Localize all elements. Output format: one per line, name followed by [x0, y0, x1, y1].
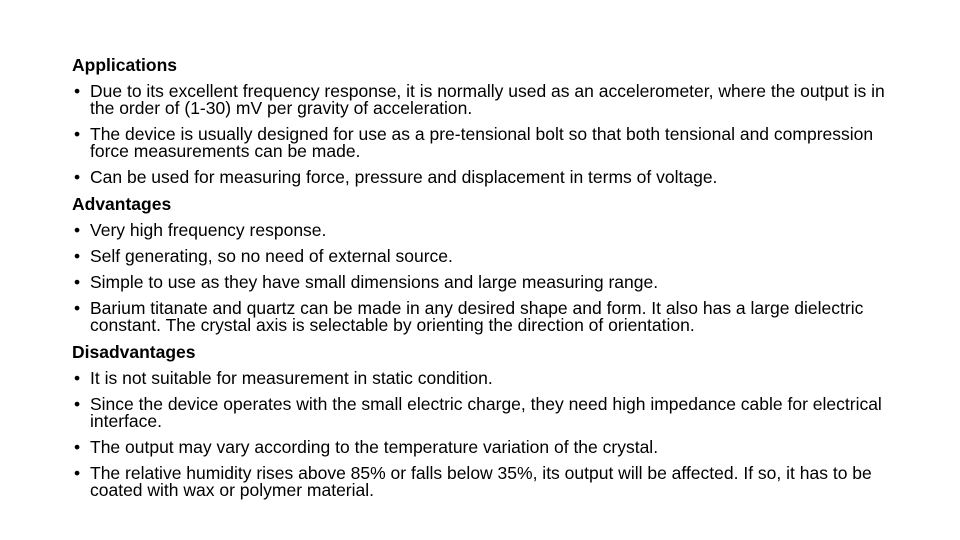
- bullet-icon: •: [74, 81, 81, 101]
- list-item: • Can be used for measuring force, pressure and displacement in terms of voltage.: [74, 167, 718, 187]
- list-item: • The device is usually designed for use as a pre-tensional bolt so that both tensional and compression force measurements can be made.: [74, 124, 874, 161]
- bullet-icon: •: [74, 167, 81, 187]
- slide-content: [72, 56, 902, 499]
- list-item: • Due to its excellent frequency response, it is normally used as an accelerometer, where the output is in the order of (1-30) mV per gravity of acceleration.: [74, 81, 885, 118]
- bullet-icon: •: [74, 298, 81, 318]
- bullet-icon: •: [74, 437, 81, 457]
- section-heading-applications: Applications: [72, 55, 178, 75]
- list-item: • It is not suitable for measurement in static condition.: [74, 368, 493, 388]
- list-item: • Barium titanate and quartz can be made in any desired shape and form. It also has a large dielectric constant. The crystal axis is selectable by orienting the direction of orientation.: [74, 298, 864, 335]
- list-item: • The relative humidity rises above 85% or falls below 35%, its output will be affected. If so, it has to be coated with wax or polymer material.: [74, 463, 872, 500]
- bullet-icon: •: [74, 368, 81, 388]
- list-item: • Very high frequency response.: [74, 220, 327, 240]
- bullet-icon: •: [74, 394, 81, 414]
- list-item: • The output may vary according to the temperature variation of the crystal.: [74, 437, 659, 457]
- bullet-icon: •: [74, 220, 81, 240]
- list-item: • Self generating, so no need of external source.: [74, 246, 453, 266]
- list-item: • Simple to use as they have small dimensions and large measuring range.: [74, 272, 659, 292]
- bullet-icon: •: [74, 272, 81, 292]
- bullet-icon: •: [74, 124, 81, 144]
- bullet-icon: •: [74, 246, 81, 266]
- section-heading-disadvantages: Disadvantages: [72, 342, 196, 362]
- bullet-icon: •: [74, 463, 81, 483]
- list-item: • Since the device operates with the small electric charge, they need high impedance cable for electrical interface.: [74, 394, 882, 431]
- section-heading-advantages: Advantages: [72, 194, 172, 214]
